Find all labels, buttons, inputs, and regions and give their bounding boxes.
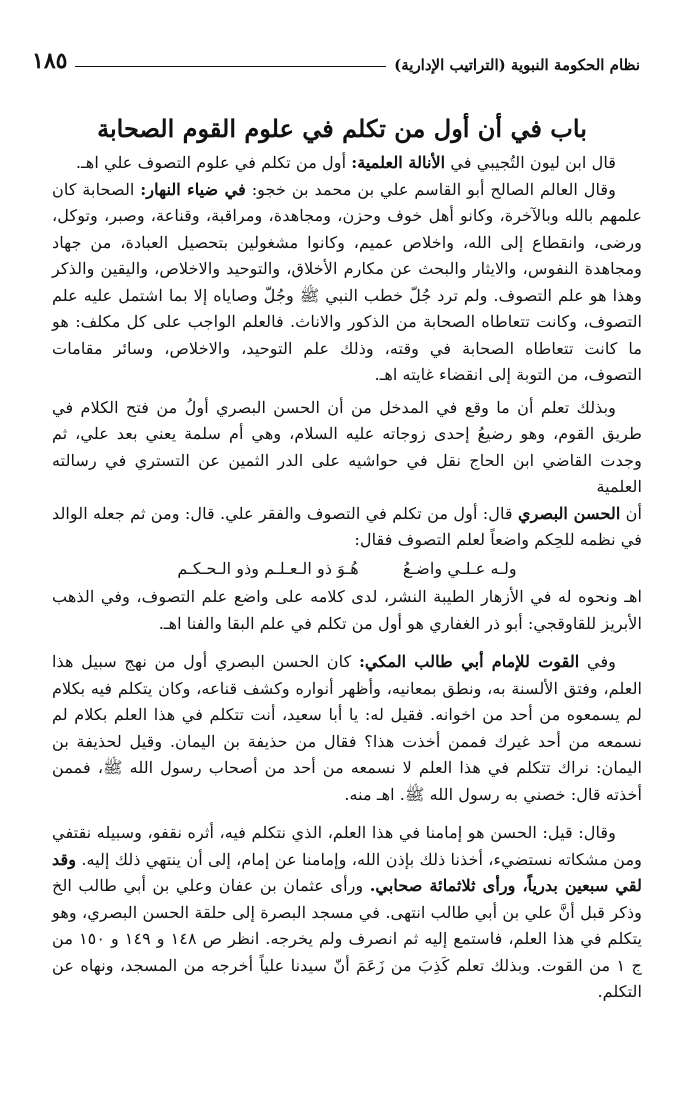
paragraph-2-text-a: وقال العالم الصالح أبو القاسم علي بن محمد بن خجو: <box>245 179 616 199</box>
paragraph-4-text-c: قال: أول من تكلم في التصوف والفقر علي. قال: ومن ثم جعله الوالد في نظمه للحِكم واضعاً لعلم التصوف فقال: <box>52 503 642 549</box>
verse-hemistich-1: ولـه عـلـي واضـعُ <box>402 558 517 578</box>
paragraph-7-text-c: ورأى عثمان بن عفان وعلي بن أبي طالب الخ وذكر قبل أنَّ علي بن أبي طالب انتهى. في مسجد البصرة إلى حلقة الحسن البصري، وهو يتكلم في هذا العلم، فاستمع إليه ثم انصرف ولم يخرجه. انظر ص ١٤٨ و ١٤٩ و ١٥٠ من ج ١ من القوت. وبذلك تعلم كَذِبَ من زَعَمَ أنّ سيدنا علياً أخرجه من المسجد، ونهاه عن التكلم. <box>52 876 643 1001</box>
source-title-qut: القوت للإمام أبي طالب المكي: <box>358 652 580 671</box>
paragraph-7 <box>52 820 642 1006</box>
paragraph-6 <box>52 649 642 808</box>
paragraph-1-text-a: قال ابن ليون التُجيبي في <box>445 153 616 172</box>
paragraph-7-emphasis: وقد لقي سبعين بدرياً، ورأى ثلاثمائة صحابي. <box>52 849 642 895</box>
running-header <box>32 44 640 74</box>
paragraph-7-text-a: وقال: قيل: الحسن هو إمامنا في هذا العلم، الذي نتكلم فيه، أثره نقفو، وسبيله نقتفي ومن مشكاته نستضيء، أخذنا ذلك بإذن الله، وإمامنا عن إمام، إلى أن ينتهي ذلك إليه. <box>52 823 642 869</box>
paragraph-5: اهـ ونحوه له في الأزهار الطيبة النشر، لدى كلامه على واضع علم التصوف، وفي الذهب الأبريز للقاوقجي: أبو ذر الغفاري هو أول من تكلم في علم البقا والفنا اهـ. <box>52 587 642 633</box>
page-number: ١٨٥ <box>32 48 68 74</box>
paragraph-1 <box>52 150 642 177</box>
poem-verse <box>52 554 642 585</box>
paragraph-4-text-a: أن <box>620 503 643 523</box>
paragraph-4 <box>52 501 642 554</box>
paragraph-2 <box>52 177 642 389</box>
page-body <box>52 150 642 1006</box>
paragraph-3: وبذلك تعلم أن ما وقع في المدخل من أن الحسن البصري أولُ من فتح الكلام في طريق القوم، وهو رضيعُ إحدى زوجاته عليه السلام، وهي أم سلمة يعني بعد علي، ثم وجدت القاضي ابن الحاج نقل في حواشيه على الدر الثمين عن التستري في رسالته العلمية <box>52 397 642 496</box>
chapter-title: باب في أن أول من تكلم في علوم القوم الصحابة <box>97 114 587 143</box>
source-title-diya: في ضياء النهار: <box>140 179 246 199</box>
verse-hemistich-2: هُـوَ ذو الـعـلـم وذو الـحـكـم <box>177 558 359 578</box>
header-rule <box>75 66 386 67</box>
running-title: نظام الحكومة النبوية (التراتيب الإدارية) <box>394 56 640 74</box>
paragraph-2-text-c: الصحابة كان علمهم بالله وبالآخرة، وكانو أهل خوف وحزن، ومجاهدة، ومراقبة، وقناعة، وصبر، وتوكل، ورضى، وانقطاع إلى الله، واخلاص عميم، وكانوا مشغولين بتحصيل العبادة، من جهاد ومجاهدة النفوس، والايثار والبحث عن مكارم الأخلاق، والتوحيد والاخلاص، واليقين والذكر وهذا هو علم التصوف. ولم ترد جُلّ خطب النبي ﷺ وجُلّ وصاياه إلا بما اشتمل عليه علم التصوف، وكانت تتعاطاه الصحابة من الذكور والاناث. فالعلم الواجب على كل مكلف: هو ما كانت تتعاطاه الصحابة في وقته، وذلك علم التوحيد، والاخلاص، وسائر مقامات التصوف، من التوبة إلى انقضاء غايته اهـ. <box>52 179 642 384</box>
paragraph-6-text-a: وفي <box>579 652 616 671</box>
paragraph-6-text-c: كان الحسن البصري أول من نهج سبيل هذا العلم، وفتق الألسنة به، ونطق بمعانيه، وأظهر أنواره وكشف قناعه، وكان يتكلم فيه بكلام لم يسمعوه من أحد من اخوانه. فقيل له: يا أبا سعيد، أنت تتكلم في هذا العلم بكلام لم نسمعه من أحد غيرك فممن أخذت هذا؟ فقال من حذيفة بن اليمان. وقيل لحذيفة بن اليمان: نراك تتكلم في هذا العلم لا نسمعه من أحد من أصحاب رسول الله ﷺ، فممن أخذته قال: خصني به رسول الله ﷺ. اهـ منه. <box>52 652 642 804</box>
source-title-anala: الأنالة العلمية: <box>351 153 446 172</box>
paragraph-1-text-c: أول من تكلم في علوم التصوف علي اهـ. <box>75 153 352 172</box>
name-hasan-basri: الحسن البصري <box>517 503 621 523</box>
